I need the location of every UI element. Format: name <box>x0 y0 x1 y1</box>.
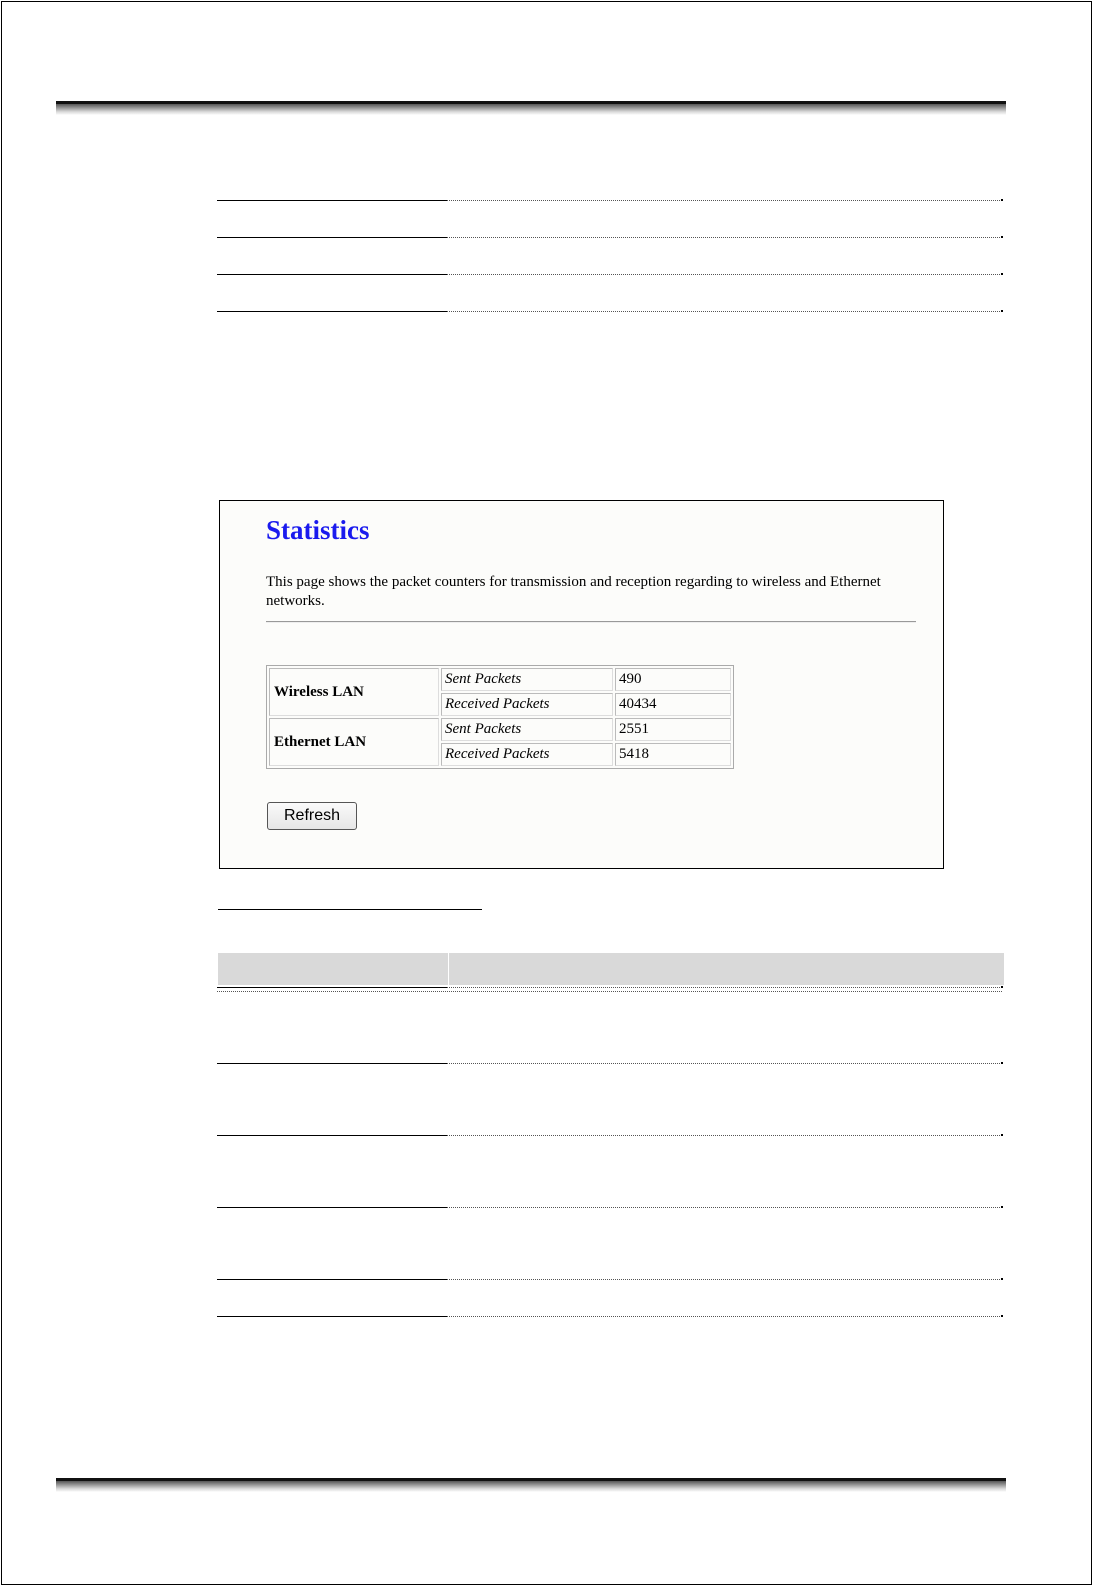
table-rule-end <box>1001 1134 1003 1136</box>
table-row <box>269 668 731 691</box>
table-rule <box>447 987 1002 988</box>
table-rule <box>217 1316 447 1317</box>
statistics-table <box>266 665 734 769</box>
page-title: Statistics <box>266 515 370 545</box>
table-rule <box>217 311 447 312</box>
header-rule <box>56 101 1006 115</box>
row-value: 40434 <box>615 693 731 716</box>
caption-underline <box>218 909 482 910</box>
table-rule <box>447 274 1002 275</box>
table-rule <box>217 200 447 201</box>
table-rule-end <box>1001 1206 1003 1208</box>
table-header <box>218 953 1004 985</box>
row-label: Received Packets <box>441 693 613 716</box>
row-label: Sent Packets <box>441 668 613 691</box>
statistics-screenshot <box>219 500 944 869</box>
table-rule <box>217 1063 447 1064</box>
table-rule <box>217 274 447 275</box>
refresh-button[interactable]: Refresh <box>267 802 357 830</box>
table-rule <box>447 311 1002 312</box>
table-rule <box>447 200 1002 201</box>
table-rule <box>447 1135 1002 1136</box>
table-rule <box>447 1207 1002 1208</box>
table-rule-end <box>1001 199 1003 201</box>
table-rule <box>447 1316 1002 1317</box>
table-row <box>269 718 731 741</box>
table-rule-end <box>1001 1315 1003 1317</box>
table-rule <box>447 1063 1002 1064</box>
table-rule <box>217 1207 447 1208</box>
row-value: 5418 <box>615 743 731 766</box>
table-rule-end <box>1001 986 1003 988</box>
group-ethernet-lan: Ethernet LAN <box>269 718 439 766</box>
table-rule <box>447 237 1002 238</box>
table-rule <box>217 1135 447 1136</box>
row-label: Received Packets <box>441 743 613 766</box>
divider <box>266 621 916 623</box>
row-label: Sent Packets <box>441 718 613 741</box>
footer-rule <box>56 1478 1006 1492</box>
table-rule-end <box>1001 1278 1003 1280</box>
group-wireless-lan: Wireless LAN <box>269 668 439 716</box>
table-rule <box>217 237 447 238</box>
page-description: This page shows the packet counters for transmission and reception regarding to wireless and Ethernet networks. <box>266 574 881 609</box>
table-rule <box>217 991 1002 992</box>
header-divider <box>448 953 449 985</box>
table-rule-end <box>1001 273 1003 275</box>
table-rule <box>217 987 447 988</box>
table-rule <box>447 1279 1002 1280</box>
table-rule-end <box>1001 310 1003 312</box>
row-value: 2551 <box>615 718 731 741</box>
table-rule-end <box>1001 1062 1003 1064</box>
table-rule-end <box>1001 236 1003 238</box>
table-rule <box>217 1279 447 1280</box>
row-value: 490 <box>615 668 731 691</box>
